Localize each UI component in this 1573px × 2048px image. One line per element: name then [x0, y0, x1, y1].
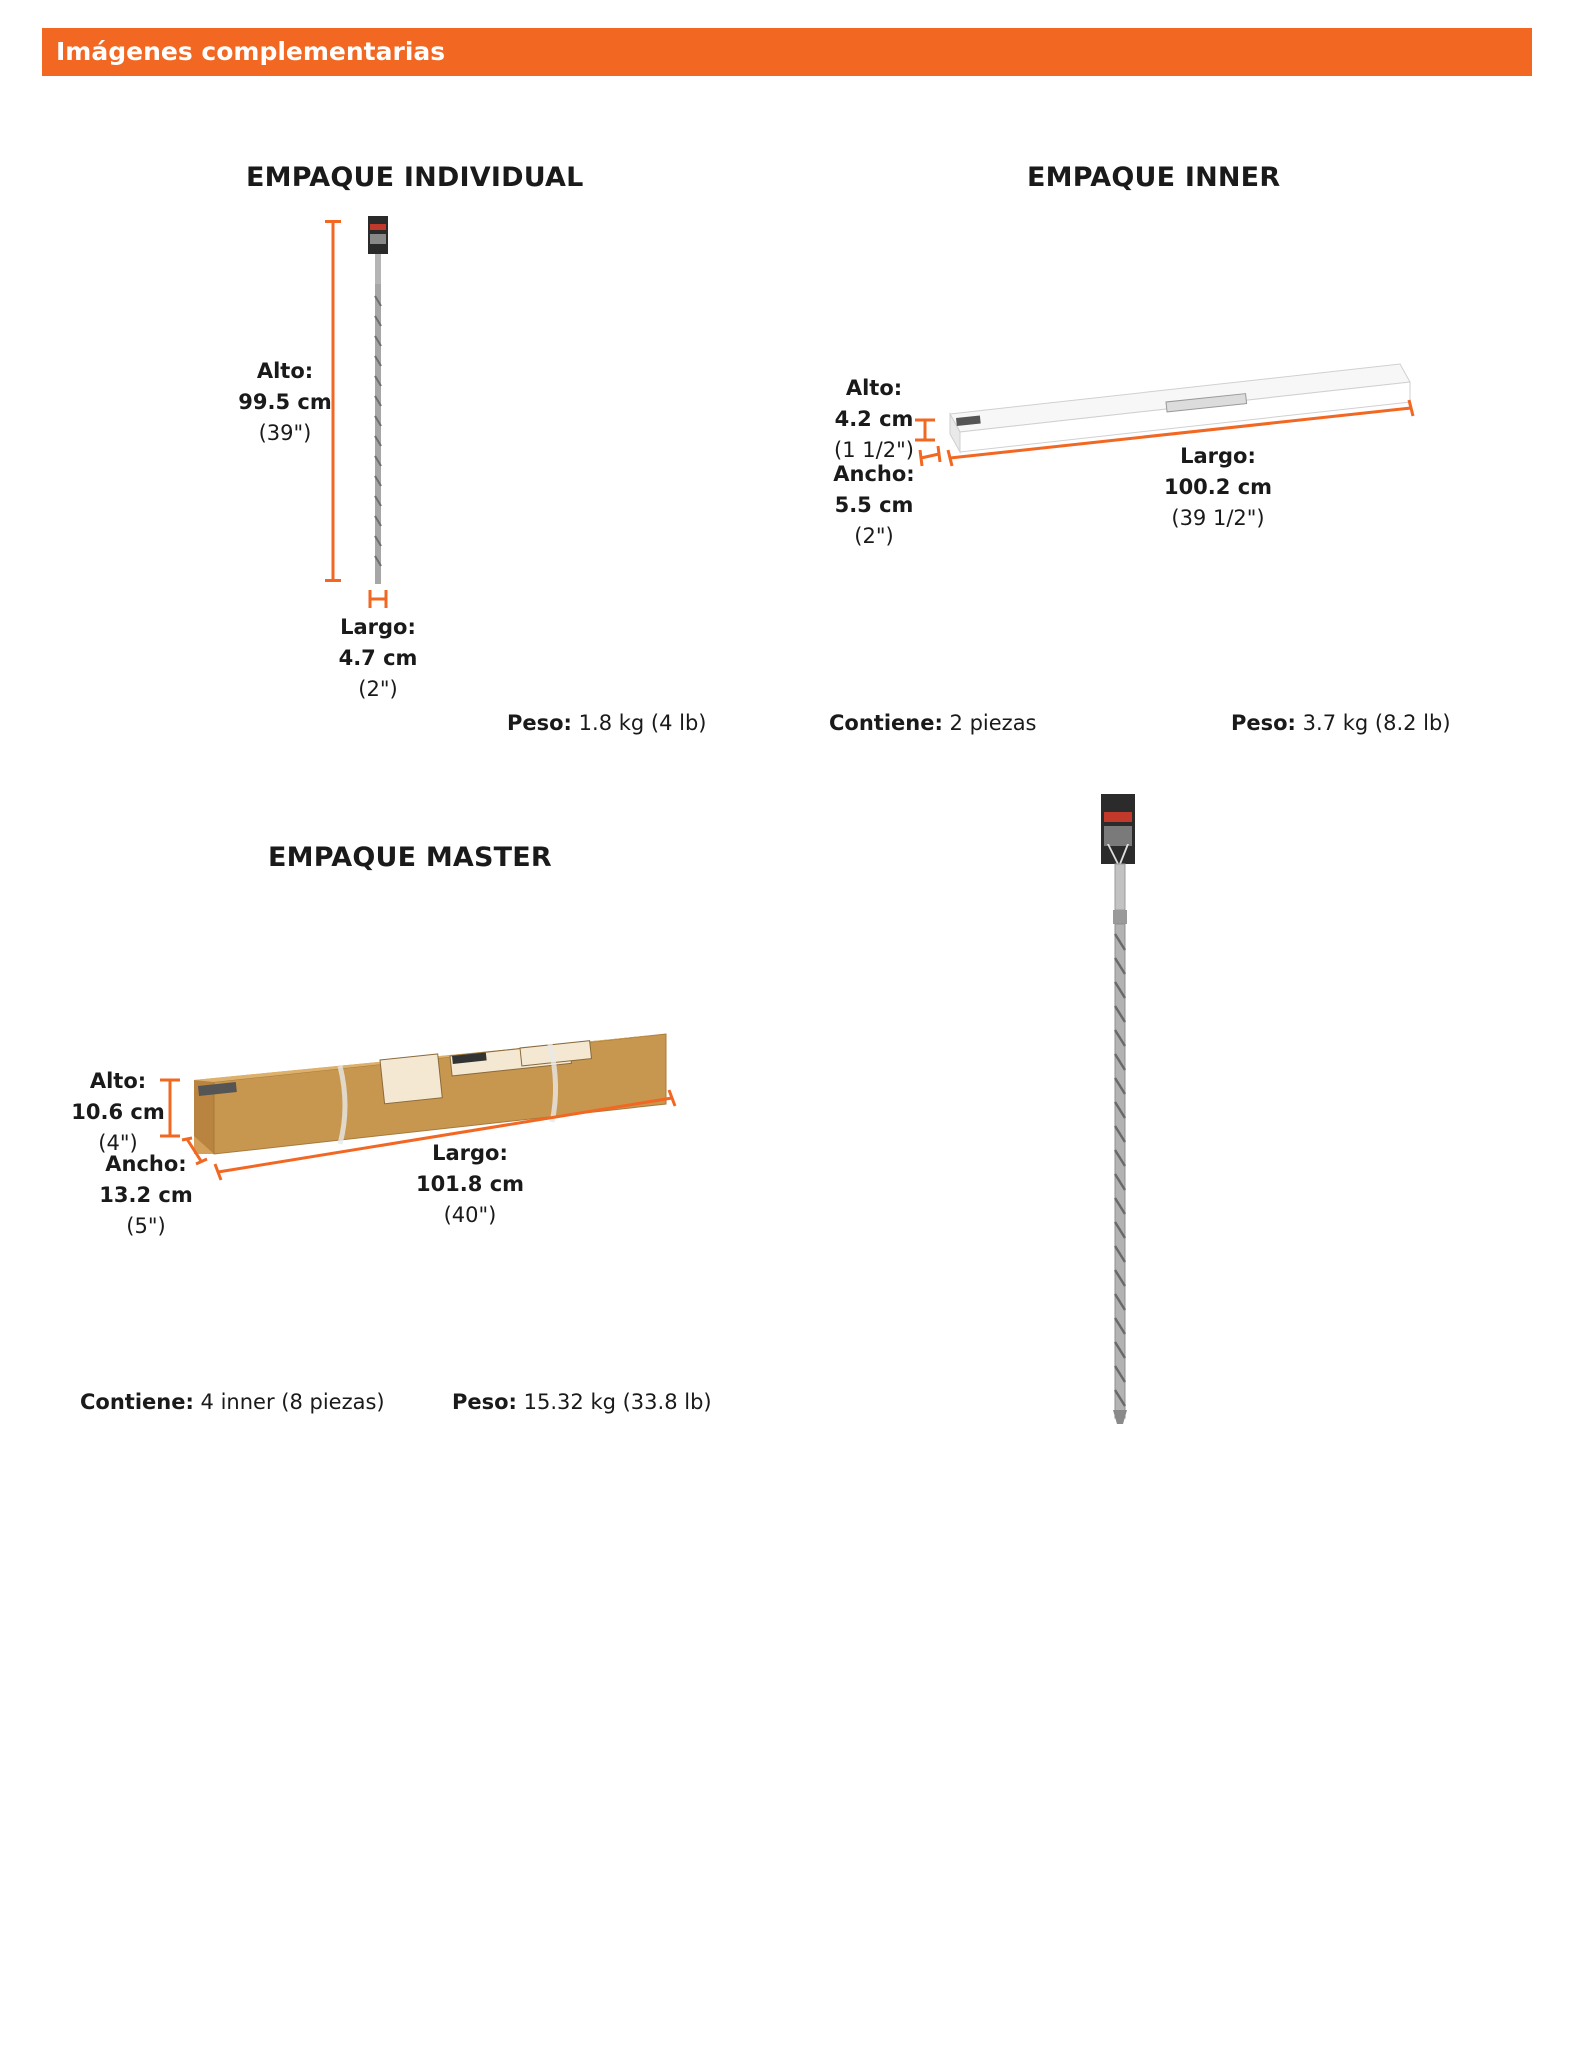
- largo-metric: 4.7 cm: [338, 646, 418, 670]
- largo-label: Largo:: [432, 1141, 508, 1165]
- master-largo: [405, 1138, 535, 1231]
- ancho-label: Ancho:: [105, 1152, 187, 1176]
- master-title: EMPAQUE MASTER: [268, 842, 552, 873]
- individual-title: EMPAQUE INDIVIDUAL: [246, 162, 584, 193]
- contiene-label: Contiene:: [829, 711, 943, 735]
- alto-label: Alto:: [845, 376, 903, 400]
- inner-largo: [1148, 441, 1288, 534]
- contiene-label: Contiene:: [80, 1390, 194, 1414]
- inner-contiene: [829, 711, 1037, 735]
- individual-peso: [507, 711, 706, 735]
- individual-alto: [220, 356, 350, 449]
- master-alto: [70, 1066, 166, 1159]
- inner-ancho: [826, 459, 922, 552]
- alto-imperial: (39"): [258, 421, 312, 445]
- section-banner: [42, 28, 1532, 76]
- ancho-imperial: (2"): [854, 524, 894, 548]
- peso-label: Peso:: [507, 711, 572, 735]
- largo-label: Largo:: [340, 615, 416, 639]
- master-peso: [452, 1390, 712, 1414]
- largo-metric: 101.8 cm: [415, 1172, 525, 1196]
- banner-title: Imágenes complementarias: [56, 37, 446, 66]
- master-contiene: [80, 1390, 385, 1414]
- ancho-imperial: (5"): [126, 1214, 166, 1238]
- contiene-value: 4 inner (8 piezas): [200, 1390, 385, 1414]
- alto-metric: 99.5 cm: [238, 390, 332, 414]
- alto-imperial: (4"): [98, 1131, 138, 1155]
- alto-imperial: (1 1/2"): [834, 438, 914, 462]
- largo-imperial: (2"): [358, 677, 398, 701]
- master-ancho: [96, 1149, 196, 1242]
- largo-metric: 100.2 cm: [1163, 475, 1273, 499]
- alto-metric: 4.2 cm: [834, 407, 914, 431]
- inner-peso: [1231, 711, 1451, 735]
- largo-imperial: (40"): [443, 1203, 497, 1227]
- contiene-value: 2 piezas: [949, 711, 1037, 735]
- alto-label: Alto:: [256, 359, 314, 383]
- inner-title: EMPAQUE INNER: [1027, 162, 1281, 193]
- largo-imperial: (39 1/2"): [1171, 506, 1265, 530]
- inner-alto: [826, 373, 922, 466]
- largo-dimension-line: [368, 590, 388, 608]
- product-drill-bit-icon: [1095, 794, 1145, 1426]
- alto-label: Alto:: [89, 1069, 147, 1093]
- peso-value: 3.7 kg (8.2 lb): [1302, 711, 1451, 735]
- peso-label: Peso:: [452, 1390, 517, 1414]
- largo-label: Largo:: [1180, 444, 1256, 468]
- peso-label: Peso:: [1231, 711, 1296, 735]
- peso-value: 15.32 kg (33.8 lb): [523, 1390, 712, 1414]
- ancho-label: Ancho:: [833, 462, 915, 486]
- ancho-metric: 5.5 cm: [834, 493, 914, 517]
- alto-metric: 10.6 cm: [71, 1100, 165, 1124]
- drill-bit-icon: [363, 216, 393, 586]
- individual-largo: [313, 612, 443, 705]
- peso-value: 1.8 kg (4 lb): [578, 711, 707, 735]
- ancho-metric: 13.2 cm: [99, 1183, 193, 1207]
